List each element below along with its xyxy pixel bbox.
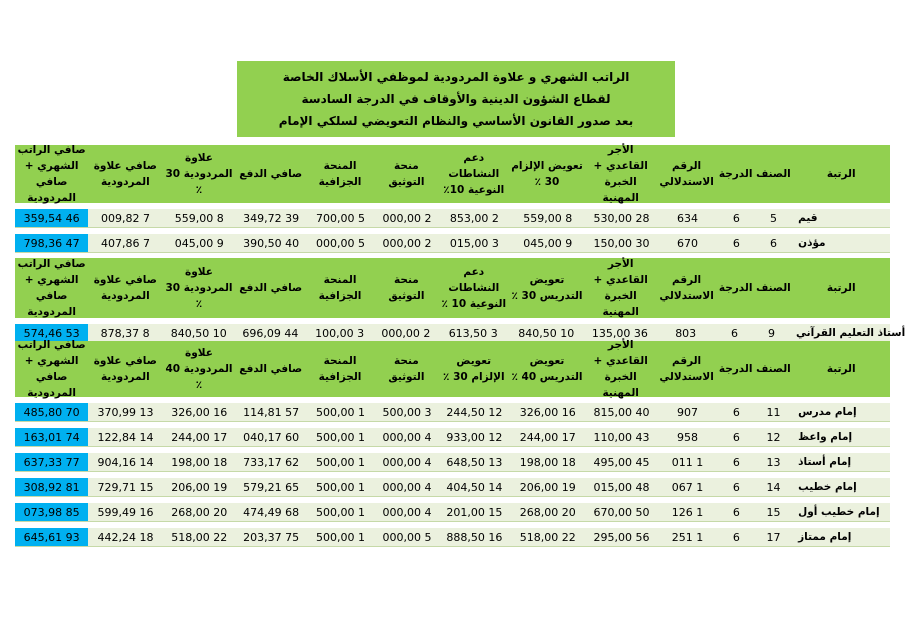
header-label: الرقم الاستدلالي — [659, 160, 714, 188]
cell-documentation-grant: 2 000,00 — [382, 211, 432, 225]
cell-grade: 6 — [732, 405, 740, 419]
table-header-row — [15, 258, 890, 318]
header-label: صافي علاوة المردودية — [93, 355, 157, 383]
header-total-net — [15, 145, 88, 203]
header-label: صافي علاوة المردودية — [93, 160, 157, 188]
cell-allowance-1: 9 045,00 — [523, 236, 573, 250]
header-label: صافي الدفع — [239, 363, 303, 375]
cell-rank: إمام ممتاز — [798, 531, 852, 543]
cell-allowance-2: 15 201,00 — [446, 505, 503, 519]
header-allowance-1 — [509, 258, 585, 318]
cell-total-net: 85 073,98 — [15, 503, 88, 521]
header-label: تعويض التدريس 40 ٪ — [511, 355, 583, 383]
cell-net-performance-bonus: 18 442,24 — [97, 530, 154, 544]
cell-allowance-1: 8 559,00 — [523, 211, 573, 225]
cell-base-salary: 43 110,00 — [593, 430, 650, 444]
cell-class: 12 — [766, 430, 781, 444]
cell-rank: إمام واعظ — [798, 431, 853, 443]
cell-allowance-2: 12 244,50 — [446, 405, 503, 419]
header-label: المنحة الجزافية — [318, 274, 362, 302]
header-rank — [792, 258, 890, 318]
cell-base-salary: 40 815,00 — [593, 405, 650, 419]
header-performance-bonus — [162, 341, 235, 397]
cell-grade: 6 — [732, 236, 740, 250]
header-label: صافي الدفع — [239, 282, 303, 294]
cell-flat-grant: 1 500,00 — [316, 530, 366, 544]
cell-allowance-1: 16 326,00 — [519, 405, 576, 419]
cell-base-salary: 45 495,00 — [593, 455, 650, 469]
cell-net-pay: 40 390,50 — [243, 236, 300, 250]
cell-class: 5 — [770, 211, 778, 225]
header-total-net — [15, 341, 88, 397]
header-label: دعم النشاطات النوعية 10٪ — [443, 152, 505, 196]
table-row — [15, 503, 890, 522]
cell-flat-grant: 1 500,00 — [316, 505, 366, 519]
header-label: الرتبة — [826, 363, 856, 375]
cell-allowance-1: 18 198,00 — [519, 455, 576, 469]
cell-index-number: 803 — [675, 326, 697, 340]
cell-class: 9 — [767, 326, 775, 340]
header-label: الرتبة — [826, 168, 856, 180]
cell-total-net: 46 359,54 — [15, 209, 88, 227]
cell-index-number: 1 251 — [671, 530, 704, 544]
cell-net-pay: 60 040,17 — [243, 430, 300, 444]
cell-total-net: 81 308,92 — [15, 478, 88, 496]
cell-rank: إمام خطيب أول — [798, 506, 880, 518]
header-flat-grant — [306, 145, 374, 203]
header-grade — [717, 341, 755, 397]
salary-table-section-1 — [15, 145, 890, 253]
cell-total-net: 70 485,80 — [15, 403, 88, 421]
cell-net-performance-bonus: 13 370,99 — [97, 405, 154, 419]
cell-flat-grant: 3 100,00 — [315, 326, 365, 340]
cell-allowance-1: 20 268,00 — [519, 505, 576, 519]
cell-documentation-grant: 4 000,00 — [382, 480, 432, 494]
cell-documentation-grant: 3 500,00 — [382, 405, 432, 419]
header-label: صافي الراتب الشهري + صافي المردودية — [17, 258, 86, 318]
salary-table-section-2 — [15, 258, 905, 343]
header-label: الصنف — [756, 363, 791, 375]
header-label: صافي علاوة المردودية — [93, 274, 157, 302]
header-label: الصنف — [756, 282, 791, 294]
table-header-row — [15, 341, 890, 397]
header-allowance-1 — [509, 341, 585, 397]
header-base-salary — [585, 341, 656, 397]
cell-performance-bonus: 9 045,00 — [174, 236, 224, 250]
cell-net-pay: 57 114,81 — [243, 405, 300, 419]
cell-performance-bonus: 10 840,50 — [170, 326, 227, 340]
cell-allowance-2: 12 933,00 — [446, 430, 503, 444]
header-net-performance-bonus — [88, 145, 162, 203]
header-label: علاوة المردودية 30 ٪ — [165, 152, 233, 196]
header-class — [754, 258, 792, 318]
document-title — [237, 61, 675, 137]
header-label: الأجر القاعدي + الخبرة المهنية — [593, 258, 648, 318]
cell-rank: مؤذن — [798, 237, 826, 249]
header-label: تعويض الإلزام 30 ٪ — [443, 355, 505, 383]
cell-documentation-grant: 4 000,00 — [382, 430, 432, 444]
cell-grade: 6 — [732, 211, 740, 225]
cell-total-net: 53 574,46 — [15, 324, 88, 342]
header-index-number — [656, 145, 717, 203]
header-base-salary — [585, 258, 656, 318]
header-label: الدرجة — [718, 363, 753, 375]
header-allowance-1 — [509, 145, 585, 203]
header-label: تعويض الإلزام 30 ٪ — [511, 160, 583, 188]
cell-base-salary: 56 295,00 — [593, 530, 650, 544]
header-label: منحة التوثيق — [388, 355, 425, 383]
cell-total-net: 77 637,33 — [15, 453, 88, 471]
cell-allowance-1: 10 840,50 — [518, 326, 575, 340]
header-label: علاوة المردودية 30 ٪ — [165, 266, 233, 310]
cell-base-salary: 48 015,00 — [593, 480, 650, 494]
header-label: علاوة المردودية 40 ٪ — [165, 347, 233, 391]
cell-class: 6 — [770, 236, 778, 250]
cell-grade: 6 — [730, 326, 738, 340]
header-base-salary — [585, 145, 656, 203]
cell-grade: 6 — [732, 455, 740, 469]
cell-documentation-grant: 4 000,00 — [382, 505, 432, 519]
header-class — [754, 341, 792, 397]
cell-documentation-grant: 2 000,00 — [381, 326, 431, 340]
table-row — [15, 209, 890, 228]
cell-documentation-grant: 5 000,00 — [382, 530, 432, 544]
cell-class: 14 — [766, 480, 781, 494]
cell-class: 17 — [766, 530, 781, 544]
cell-allowance-2: 3 015,00 — [449, 236, 499, 250]
cell-documentation-grant: 4 000,00 — [382, 455, 432, 469]
header-label: تعويض التدريس 30 ٪ — [511, 274, 583, 302]
cell-flat-grant: 1 500,00 — [316, 405, 366, 419]
cell-flat-grant: 1 500,00 — [316, 430, 366, 444]
header-label: صافي الراتب الشهري + صافي المردودية — [17, 144, 86, 204]
header-label: الدرجة — [718, 282, 753, 294]
cell-grade: 6 — [732, 430, 740, 444]
cell-flat-grant: 5 000,00 — [316, 236, 366, 250]
header-documentation-grant — [374, 258, 438, 318]
header-rank — [792, 145, 890, 203]
header-label: المنحة الجزافية — [318, 355, 362, 383]
header-index-number — [656, 341, 717, 397]
header-label: الرقم الاستدلالي — [659, 355, 714, 383]
header-net-performance-bonus — [88, 341, 162, 397]
header-rank — [792, 341, 890, 397]
cell-total-net: 74 163,01 — [15, 428, 88, 446]
cell-allowance-2: 13 648,50 — [446, 455, 503, 469]
header-documentation-grant — [374, 145, 438, 203]
header-net-pay — [236, 258, 306, 318]
cell-net-pay: 75 203,37 — [243, 530, 300, 544]
header-index-number — [656, 258, 717, 318]
cell-performance-bonus: 22 518,00 — [171, 530, 228, 544]
cell-performance-bonus: 8 559,00 — [174, 211, 224, 225]
header-label: الأجر القاعدي + الخبرة المهنية — [593, 144, 648, 204]
cell-index-number: 634 — [677, 211, 699, 225]
cell-rank: أستاذ التعليم القرآني — [796, 327, 905, 339]
cell-allowance-1: 19 206,00 — [519, 480, 576, 494]
cell-performance-bonus: 17 244,00 — [171, 430, 228, 444]
cell-class: 11 — [766, 405, 781, 419]
header-allowance-2 — [439, 341, 509, 397]
cell-index-number: 1 126 — [671, 505, 704, 519]
header-performance-bonus — [162, 145, 235, 203]
header-allowance-2 — [439, 145, 509, 203]
cell-index-number: 1 011 — [671, 455, 704, 469]
table-row — [15, 234, 890, 253]
cell-documentation-grant: 2 000,00 — [382, 236, 432, 250]
table-row — [15, 528, 890, 547]
title-line-2: لقطاع الشؤون الدينية والأوقاف في الدرجة السادسة — [301, 92, 611, 106]
cell-allowance-1: 17 244,00 — [519, 430, 576, 444]
cell-class: 15 — [766, 505, 781, 519]
cell-rank: إمام خطيب — [798, 481, 857, 493]
cell-allowance-2: 3 613,50 — [448, 326, 498, 340]
cell-index-number: 1 067 — [671, 480, 704, 494]
cell-class: 13 — [766, 455, 781, 469]
title-line-3: بعد صدور القانون الأساسي والنظام التعويضي لسلكي الإمام — [278, 114, 634, 128]
header-label: المنحة الجزافية — [318, 160, 362, 188]
cell-rank: إمام أستاذ — [798, 456, 852, 468]
cell-net-pay: 68 474,49 — [243, 505, 300, 519]
header-grade — [717, 145, 755, 203]
cell-grade: 6 — [732, 480, 740, 494]
cell-allowance-2: 16 888,50 — [446, 530, 503, 544]
cell-base-salary: 30 150,00 — [593, 236, 650, 250]
header-documentation-grant — [374, 341, 438, 397]
cell-net-performance-bonus: 14 904,16 — [97, 455, 154, 469]
cell-total-net: 47 798,36 — [15, 234, 88, 252]
cell-flat-grant: 1 500,00 — [316, 455, 366, 469]
cell-flat-grant: 1 500,00 — [316, 480, 366, 494]
cell-grade: 6 — [732, 505, 740, 519]
cell-base-salary: 36 135,00 — [591, 326, 648, 340]
header-label: الأجر القاعدي + الخبرة المهنية — [593, 339, 648, 399]
cell-total-net: 93 645,61 — [15, 528, 88, 546]
header-label: الرقم الاستدلالي — [659, 274, 714, 302]
cell-net-pay: 39 349,72 — [243, 211, 300, 225]
header-label: الدرجة — [718, 168, 753, 180]
header-performance-bonus — [162, 258, 235, 318]
header-label: الرتبة — [826, 282, 856, 294]
cell-performance-bonus: 20 268,00 — [171, 505, 228, 519]
cell-allowance-1: 22 518,00 — [519, 530, 576, 544]
table-header-row — [15, 145, 890, 203]
cell-performance-bonus: 18 198,00 — [171, 455, 228, 469]
header-net-pay — [236, 145, 306, 203]
header-grade — [717, 258, 755, 318]
table-row — [15, 478, 890, 497]
cell-net-pay: 62 733,17 — [243, 455, 300, 469]
cell-index-number: 958 — [677, 430, 699, 444]
cell-allowance-2: 2 853,00 — [449, 211, 499, 225]
cell-rank: قيم — [798, 212, 818, 224]
cell-net-performance-bonus: 7 009,82 — [100, 211, 150, 225]
cell-net-performance-bonus: 7 407,86 — [100, 236, 150, 250]
header-label: صافي الراتب الشهري + صافي المردودية — [17, 339, 86, 399]
header-label: منحة التوثيق — [388, 274, 425, 302]
header-flat-grant — [306, 341, 374, 397]
header-net-pay — [236, 341, 306, 397]
header-label: صافي الدفع — [239, 168, 303, 180]
title-line-1: الراتب الشهري و علاوة المردودية لموظفي الأسلاك الخاصة — [282, 70, 630, 84]
header-allowance-2 — [439, 258, 509, 318]
table-row — [15, 403, 890, 422]
cell-rank: إمام مدرس — [798, 406, 857, 418]
header-class — [754, 145, 792, 203]
header-label: الصنف — [756, 168, 791, 180]
cell-allowance-2: 14 404,50 — [446, 480, 503, 494]
table-row — [15, 428, 890, 447]
salary-table-section-3 — [15, 341, 890, 547]
cell-net-performance-bonus: 16 599,49 — [97, 505, 154, 519]
cell-performance-bonus: 16 326,00 — [171, 405, 228, 419]
header-net-performance-bonus — [88, 258, 162, 318]
header-label: دعم النشاطات النوعية 10 ٪ — [441, 266, 507, 310]
cell-net-pay: 65 579,21 — [243, 480, 300, 494]
cell-net-pay: 44 696,09 — [242, 326, 299, 340]
header-flat-grant — [306, 258, 374, 318]
cell-grade: 6 — [732, 530, 740, 544]
table-row — [15, 453, 890, 472]
cell-net-performance-bonus: 8 878,37 — [100, 326, 150, 340]
cell-flat-grant: 5 700,00 — [316, 211, 366, 225]
header-label: منحة التوثيق — [388, 160, 425, 188]
header-total-net — [15, 258, 88, 318]
cell-base-salary: 28 530,00 — [593, 211, 650, 225]
cell-performance-bonus: 19 206,00 — [171, 480, 228, 494]
cell-index-number: 670 — [677, 236, 699, 250]
cell-net-performance-bonus: 14 122,84 — [97, 430, 154, 444]
cell-net-performance-bonus: 15 729,71 — [97, 480, 154, 494]
cell-index-number: 907 — [677, 405, 699, 419]
cell-base-salary: 50 670,00 — [593, 505, 650, 519]
